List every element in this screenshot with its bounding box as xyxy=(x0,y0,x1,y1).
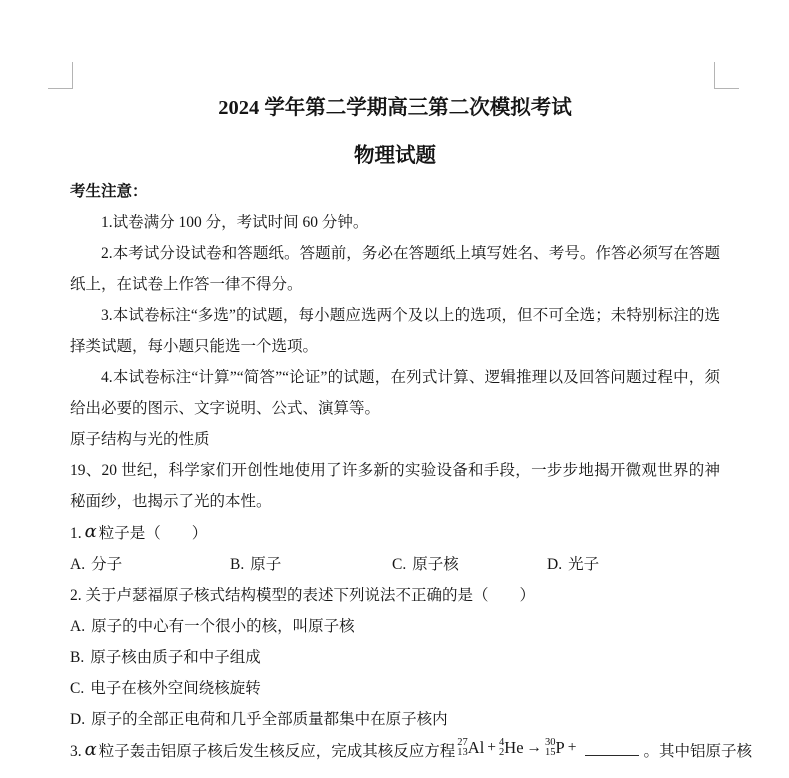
question-2-text: 关于卢瑟福原子核式结构模型的表述下列说法不正确的是（ ） xyxy=(85,587,536,604)
section-intro: 19、20 世纪，科学家们开创性地使用了许多新的实验设备和手段，一步步地揭开微观世界的神秘面纱，也揭示了光的本性。 xyxy=(70,462,720,510)
element-symbol: P xyxy=(555,738,565,758)
option-a-text: 分子 xyxy=(91,556,123,573)
option-b-label: B. xyxy=(70,649,85,666)
element-symbol: Al xyxy=(467,738,485,758)
section-title: 原子结构与光的性质 xyxy=(70,431,210,448)
mass-number: 30 xyxy=(545,736,556,748)
nuclear-reaction-equation xyxy=(457,738,579,759)
plus-operator: + xyxy=(567,739,577,757)
option-a xyxy=(70,549,230,580)
notice-heading: 考生注意： xyxy=(70,183,148,200)
option-c-label: C. xyxy=(70,680,85,697)
question-3-text-after: 。其中铝原子核 xyxy=(643,743,752,760)
option-d-text: 光子 xyxy=(568,556,600,573)
page-margin-mark-top-right xyxy=(714,62,739,89)
exam-title: 2024 学年第二学期高三第二次模拟考试 xyxy=(218,97,572,119)
option-c-label: C. xyxy=(392,556,407,573)
option-d-text: 原子的全部正电荷和几乎全部质量都集中在原子核内 xyxy=(91,711,448,728)
option-d-label: D. xyxy=(547,556,563,573)
answer-blank xyxy=(585,740,639,756)
nuclide-phosphorus xyxy=(545,738,565,759)
nuclide-helium xyxy=(499,738,524,759)
page-margin-mark-top-left xyxy=(48,62,73,89)
option-a-text: 原子的中心有一个很小的核，叫原子核 xyxy=(91,618,355,635)
notice-item-2: 2.本考试分设试卷和答题纸。答题前，务必在答题纸上填写姓名、考号。作答必须写在答题纸上，在试卷上作答一律不得分。 xyxy=(70,245,720,293)
document-content xyxy=(70,86,752,767)
question-3-stem xyxy=(70,735,752,767)
mass-number: 4 xyxy=(499,736,505,748)
question-2-option-c xyxy=(70,673,720,704)
reaction-arrow: → xyxy=(526,739,543,757)
nuclide-prescripts xyxy=(457,738,468,759)
option-d-label: D. xyxy=(70,711,86,728)
plus-operator: + xyxy=(487,739,497,757)
question-1-options xyxy=(70,549,720,580)
question-1-text: 粒子是（ ） xyxy=(98,525,208,542)
option-b-text: 原子核由质子和中子组成 xyxy=(90,649,261,666)
question-2-option-b xyxy=(70,642,720,673)
question-3-number: 3. xyxy=(70,743,82,760)
question-2-option-a xyxy=(70,611,720,642)
option-a-label: A. xyxy=(70,618,86,635)
nuclide-aluminium xyxy=(457,738,484,759)
element-symbol: He xyxy=(504,738,524,758)
question-2-stem xyxy=(70,580,720,611)
option-a-label: A. xyxy=(70,556,86,573)
nuclide-prescripts xyxy=(545,738,556,759)
atomic-number: 2 xyxy=(499,747,505,759)
option-c xyxy=(392,549,547,580)
mass-number: 27 xyxy=(457,736,468,748)
question-2-option-d xyxy=(70,704,720,735)
question-1-number: 1. xyxy=(70,525,82,542)
question-2-number: 2. xyxy=(70,587,82,604)
notice-item-1: 1.试卷满分 100 分，考试时间 60 分钟。 xyxy=(101,214,369,231)
option-b-label: B. xyxy=(230,556,245,573)
alpha-symbol: α xyxy=(84,521,97,542)
notice-item-4: 4.本试卷标注“计算”“简答”“论证”的试题，在列式计算、逻辑推理以及回答问题过程中，须给出必要的图示、文字说明、公式、演算等。 xyxy=(70,369,720,417)
option-c-text: 原子核 xyxy=(412,556,459,573)
question-1-stem xyxy=(70,517,720,549)
option-d xyxy=(547,549,599,580)
question-3-text-before: 粒子轰击铝原子核后发生核反应，完成其核反应方程 xyxy=(98,743,456,760)
option-b-text: 原子 xyxy=(250,556,282,573)
atomic-number: 13 xyxy=(457,747,468,759)
exam-subject: 物理试题 xyxy=(354,145,436,167)
alpha-symbol: α xyxy=(84,739,97,760)
option-b xyxy=(230,549,392,580)
atomic-number: 15 xyxy=(545,747,556,759)
notice-item-3: 3.本试卷标注“多选”的试题，每小题应选两个及以上的选项，但不可全选；未特别标注的选择类试题，每小题只能选一个选项。 xyxy=(70,307,720,355)
option-c-text: 电子在核外空间绕核旋转 xyxy=(90,680,261,697)
